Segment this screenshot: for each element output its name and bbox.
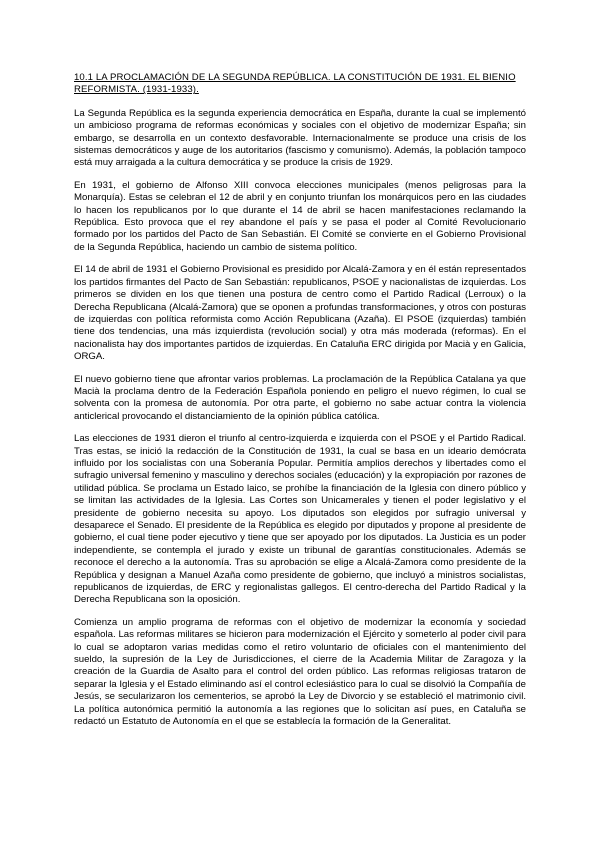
document-title: 10.1 LA PROCLAMACIÓN DE LA SEGUNDA REPÚBLICA. LA CONSTITUCIÓN DE 1931. EL BIENIO REFORMISTA. (1931-1933). [74,72,516,96]
paragraph-problems: El nuevo gobierno tiene que afrontar varios problemas. La proclamación de la República Catalana ya que Macià la proclama dentro de la Federación Española poniendo en peligro el nuevo régimen, lo cual se solventa con la promesa de autonomía. Por otra parte, el gobierno no sabe actuar contra la violencia anticlerical provocando el distanciamiento de la opinión pública católica. [74,373,526,422]
paragraph-elections-1931: En 1931, el gobierno de Alfonso XIII convoca elecciones municipales (menos peligrosas para la Monarquía). Estas se celebran el 12 de abril y en conjunto triunfan los monárquicos pero en las ciudades lo hacen los republicanos por lo que durante el 14 de abril se hacen manifestaciones reclamando la República. Esto provoca que el rey abandone el país y se pasa el poder al Comité Revolucionario formado por los partidos del Pacto de San Sebastián. El Comité se convierte en el Gobierno Provisional de la Segunda República, haciendo un cambio de sistema político. [74,179,526,253]
paragraph-constitution-1931: Las elecciones de 1931 dieron el triunfo al centro-izquierda e izquierda con el PSOE y el Partido Radical. Tras estas, se inició la redacción de la Constitución de 1931, la cual se basa en un ideario demócrata influido por los socialistas con una Soberanía Popular. Permitía amplios derechos y libertades como el sufragio universal femenino y masculino y derechos sociales (educación) y la expropiación por razones de utilidad pública. Se proclama un Estado laico, se prohíbe la financiación de la Iglesia con dinero público y se limitan las actividades de la Iglesia. Las Cortes son Unicamerales y tienen el poder legislativo y el presidente de gobierno necesita su apoyo. Los diputados son elegidos por sufragio universal y desaparece el Senado. El presidente de la República es elegido por diputados y propone al presidente de gobierno, el cual tiene poder ejecutivo y tiene que ser apoyado por los diputados. La Justicia es un poder independiente, se contempla el jurado y existe un tribunal de garantías constitucionales. Además se reconoce el derecho a la autonomía. Tras su aprobación se elige a Alcalá-Zamora como presidente de la República y designan a Manuel Azaña como presidente de gobierno, que incluyó a ministros socialistas, republicanos de izquierdas, de ERC y regionalistas gallegos. El centro-derecha del Partido Radical y la Derecha Republicana son la oposición. [74,433,526,606]
paragraph-reforms: Comienza un amplio programa de reformas con el objetivo de modernizar la economía y sociedad española. Las reformas militares se hicieron para modernización el Ejército y someterlo al poder civil para lo cual se adoptaron varias medidas como el retiro voluntario de oficiales con el mantenimiento del sueldo, la supresión de la Ley de Jurisdicciones, el cierre de la Academia Militar de Zaragoza y la creación de la Guardia de Asalto para el control del orden público. Las reformas religiosas trataron de separar la Iglesia y el Estado eliminando así el control eclesiástico para lo cual se disolvió la Compañía de Jesús, se secularizaron los cementerios, se aprobó la Ley de Divorcio y se estableció el matrimonio civil. La política autonómica permitió la autonomía a las regiones que lo solicitan así pues, en Cataluña se redactó un Estatuto de Autonomía en el que se establecía la formación de la Generalitat. [74,616,526,728]
paragraph-intro: La Segunda República es la segunda experiencia democrática en España, durante la cual se implementó un ambicioso programa de reformas económicas y sociales con el objetivo de modernizar España; sin embargo, se desarrolla en un contexto desfavorable. Internacionalmente se produce una crisis de los sistemas democráticos y auge de los autoritarios (fascismo y comunismo). Además, la población tampoco está muy arraigada a la cultura democrática y se produce la crisis de 1929. [74,107,526,169]
paragraph-provisional-government: El 14 de abril de 1931 el Gobierno Provisional es presidido por Alcalá-Zamora y en él están representados los partidos firmantes del Pacto de San Sebastián: republicanos, PSOE y nacionalistas de izquierdas. Los primeros se dividen en los que tienen una postura de centro como el Partido Radical (Lerroux) o la Derecha Republicana (Alcalá-Zamora) que se oponen a profundas transformaciones, y otros con posturas de izquierdas con política reformista como Acción Republicana (Azaña). El PSOE (izquierdas) también tiene dos tendencias, una más izquierdista (revolución social) y otra más moderada (reformas). En el nacionalista hay dos importantes partidos de izquierdas. En Cataluña ERC dirigida por Macià y en Galicia, ORGA. [74,264,526,363]
document-page [74,72,526,739]
